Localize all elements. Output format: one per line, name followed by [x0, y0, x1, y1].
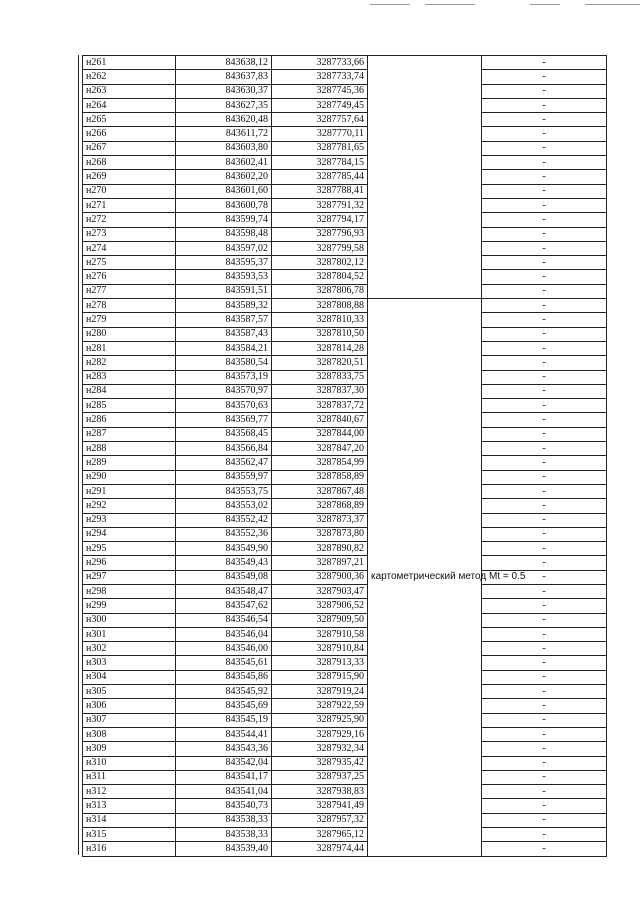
error-cell: -	[482, 170, 607, 184]
x-coordinate-cell: 843630,37	[176, 84, 272, 98]
table-row	[83, 642, 607, 656]
table-row	[83, 299, 607, 313]
point-name-cell: н304	[83, 670, 176, 684]
y-coordinate-cell: 3287840,67	[272, 413, 368, 427]
point-name-cell: н299	[83, 599, 176, 613]
y-coordinate-cell: 3287733,66	[272, 56, 368, 70]
error-cell: -	[482, 370, 607, 384]
y-coordinate-cell: 3287854,99	[272, 456, 368, 470]
table-row	[83, 570, 607, 584]
x-coordinate-cell: 843538,33	[176, 828, 272, 842]
error-cell: -	[482, 599, 607, 613]
table-row	[83, 84, 607, 98]
y-coordinate-cell: 3287868,89	[272, 499, 368, 513]
error-cell: -	[482, 770, 607, 784]
x-coordinate-cell: 843562,47	[176, 456, 272, 470]
x-coordinate-cell: 843573,19	[176, 370, 272, 384]
point-name-cell: н270	[83, 184, 176, 198]
point-name-cell: н277	[83, 284, 176, 298]
point-name-cell: н272	[83, 213, 176, 227]
error-cell: -	[482, 685, 607, 699]
table-row	[83, 813, 607, 827]
x-coordinate-cell: 843600,78	[176, 198, 272, 212]
table-row	[83, 828, 607, 842]
x-coordinate-cell: 843593,53	[176, 270, 272, 284]
error-cell: -	[482, 84, 607, 98]
y-coordinate-cell: 3287937,25	[272, 770, 368, 784]
x-coordinate-cell: 843570,63	[176, 399, 272, 413]
error-cell: -	[482, 227, 607, 241]
y-coordinate-cell: 3287897,21	[272, 556, 368, 570]
error-cell: -	[482, 799, 607, 813]
point-name-cell: н314	[83, 813, 176, 827]
error-cell: -	[482, 127, 607, 141]
point-name-cell: н264	[83, 98, 176, 112]
error-cell: -	[482, 613, 607, 627]
point-name-cell: н297	[83, 570, 176, 584]
point-name-cell: н291	[83, 484, 176, 498]
y-coordinate-cell: 3287810,33	[272, 313, 368, 327]
error-cell: -	[482, 442, 607, 456]
point-name-cell: н271	[83, 198, 176, 212]
x-coordinate-cell: 843569,77	[176, 413, 272, 427]
x-coordinate-cell: 843591,51	[176, 284, 272, 298]
error-cell: -	[482, 627, 607, 641]
error-cell: -	[482, 656, 607, 670]
point-name-cell: н316	[83, 842, 176, 856]
x-coordinate-cell: 843540,73	[176, 799, 272, 813]
error-cell: -	[482, 399, 607, 413]
error-cell: -	[482, 499, 607, 513]
error-cell: -	[482, 284, 607, 298]
y-coordinate-cell: 3287906,52	[272, 599, 368, 613]
point-name-cell: н293	[83, 513, 176, 527]
table-row	[83, 770, 607, 784]
y-coordinate-cell: 3287867,48	[272, 484, 368, 498]
x-coordinate-cell: 843599,74	[176, 213, 272, 227]
x-coordinate-cell: 843602,20	[176, 170, 272, 184]
y-coordinate-cell: 3287890,82	[272, 542, 368, 556]
table-row	[83, 156, 607, 170]
x-coordinate-cell: 843545,92	[176, 685, 272, 699]
point-name-cell: н266	[83, 127, 176, 141]
y-coordinate-cell: 3287935,42	[272, 756, 368, 770]
y-coordinate-cell: 3287900,36	[272, 570, 368, 584]
point-name-cell: н268	[83, 156, 176, 170]
point-name-cell: н311	[83, 770, 176, 784]
table-row	[83, 427, 607, 441]
table-row	[83, 527, 607, 541]
x-coordinate-cell: 843541,04	[176, 785, 272, 799]
x-coordinate-cell: 843547,62	[176, 599, 272, 613]
x-coordinate-cell: 843543,36	[176, 742, 272, 756]
y-coordinate-cell: 3287814,28	[272, 341, 368, 355]
y-coordinate-cell: 3287932,34	[272, 742, 368, 756]
error-cell: -	[482, 699, 607, 713]
table-row	[83, 327, 607, 341]
y-coordinate-cell: 3287804,52	[272, 270, 368, 284]
error-cell: -	[482, 513, 607, 527]
x-coordinate-cell: 843538,33	[176, 813, 272, 827]
table-row	[83, 685, 607, 699]
point-name-cell: н274	[83, 241, 176, 255]
error-cell: -	[482, 785, 607, 799]
y-coordinate-cell: 3287929,16	[272, 727, 368, 741]
table-row	[83, 456, 607, 470]
point-name-cell: н275	[83, 256, 176, 270]
point-name-cell: н309	[83, 742, 176, 756]
x-coordinate-cell: 843638,12	[176, 56, 272, 70]
method-cell: картометрический метод Mt = 0.5	[368, 299, 482, 857]
error-cell: -	[482, 56, 607, 70]
point-name-cell: н280	[83, 327, 176, 341]
x-coordinate-cell: 843611,72	[176, 127, 272, 141]
table-row	[83, 70, 607, 84]
y-coordinate-cell: 3287847,20	[272, 442, 368, 456]
x-coordinate-cell: 843549,08	[176, 570, 272, 584]
y-coordinate-cell: 3287837,72	[272, 399, 368, 413]
error-cell: -	[482, 156, 607, 170]
table-row	[83, 656, 607, 670]
x-coordinate-cell: 843598,48	[176, 227, 272, 241]
x-coordinate-cell: 843542,04	[176, 756, 272, 770]
error-cell: -	[482, 98, 607, 112]
point-name-cell: н267	[83, 141, 176, 155]
error-cell: -	[482, 427, 607, 441]
error-cell: -	[482, 742, 607, 756]
table-row	[83, 584, 607, 598]
x-coordinate-cell: 843559,97	[176, 470, 272, 484]
x-coordinate-cell: 843546,00	[176, 642, 272, 656]
table-row	[83, 842, 607, 856]
x-coordinate-cell: 843568,45	[176, 427, 272, 441]
point-name-cell: н308	[83, 727, 176, 741]
point-name-cell: н286	[83, 413, 176, 427]
x-coordinate-cell: 843541,17	[176, 770, 272, 784]
error-cell: -	[482, 570, 607, 584]
y-coordinate-cell: 3287925,90	[272, 713, 368, 727]
y-coordinate-cell: 3287910,84	[272, 642, 368, 656]
table-row	[83, 184, 607, 198]
table-row	[83, 384, 607, 398]
point-name-cell: н262	[83, 70, 176, 84]
table-row	[83, 470, 607, 484]
table-row	[83, 542, 607, 556]
method-cell-empty	[368, 56, 482, 299]
y-coordinate-cell: 3287794,17	[272, 213, 368, 227]
point-name-cell: н303	[83, 656, 176, 670]
x-coordinate-cell: 843546,54	[176, 613, 272, 627]
table-row	[83, 241, 607, 255]
table-row	[83, 284, 607, 298]
table-row	[83, 613, 607, 627]
table-row	[83, 699, 607, 713]
error-cell: -	[482, 299, 607, 313]
table-row	[83, 756, 607, 770]
error-cell: -	[482, 542, 607, 556]
point-name-cell: н285	[83, 399, 176, 413]
x-coordinate-cell: 843545,86	[176, 670, 272, 684]
x-coordinate-cell: 843602,41	[176, 156, 272, 170]
point-name-cell: н315	[83, 828, 176, 842]
error-cell: -	[482, 113, 607, 127]
error-cell: -	[482, 341, 607, 355]
table-row	[83, 113, 607, 127]
y-coordinate-cell: 3287873,37	[272, 513, 368, 527]
margin-rule	[78, 55, 79, 855]
error-cell: -	[482, 727, 607, 741]
y-coordinate-cell: 3287796,93	[272, 227, 368, 241]
y-coordinate-cell: 3287785,44	[272, 170, 368, 184]
x-coordinate-cell: 843601,60	[176, 184, 272, 198]
point-name-cell: н263	[83, 84, 176, 98]
error-cell: -	[482, 642, 607, 656]
table-row	[83, 556, 607, 570]
table-row	[83, 399, 607, 413]
table-row	[83, 499, 607, 513]
x-coordinate-cell: 843552,42	[176, 513, 272, 527]
table-row	[83, 442, 607, 456]
error-cell: -	[482, 527, 607, 541]
y-coordinate-cell: 3287919,24	[272, 685, 368, 699]
point-name-cell: н294	[83, 527, 176, 541]
point-name-cell: н312	[83, 785, 176, 799]
table-row	[83, 98, 607, 112]
y-coordinate-cell: 3287791,32	[272, 198, 368, 212]
x-coordinate-cell: 843587,57	[176, 313, 272, 327]
y-coordinate-cell: 3287903,47	[272, 584, 368, 598]
point-name-cell: н281	[83, 341, 176, 355]
error-cell: -	[482, 356, 607, 370]
x-coordinate-cell: 843548,47	[176, 584, 272, 598]
x-coordinate-cell: 843553,75	[176, 484, 272, 498]
x-coordinate-cell: 843539,40	[176, 842, 272, 856]
x-coordinate-cell: 843589,32	[176, 299, 272, 313]
x-coordinate-cell: 843627,35	[176, 98, 272, 112]
table-row	[83, 627, 607, 641]
table-row	[83, 670, 607, 684]
table-row	[83, 56, 607, 70]
y-coordinate-cell: 3287784,15	[272, 156, 368, 170]
error-cell: -	[482, 556, 607, 570]
point-name-cell: н298	[83, 584, 176, 598]
table-row	[83, 356, 607, 370]
table-row	[83, 170, 607, 184]
x-coordinate-cell: 843545,61	[176, 656, 272, 670]
error-cell: -	[482, 184, 607, 198]
x-coordinate-cell: 843597,02	[176, 241, 272, 255]
x-coordinate-cell: 843549,43	[176, 556, 272, 570]
table-row	[83, 256, 607, 270]
table-row	[83, 227, 607, 241]
x-coordinate-cell: 843637,83	[176, 70, 272, 84]
point-name-cell: н305	[83, 685, 176, 699]
y-coordinate-cell: 3287844,00	[272, 427, 368, 441]
point-name-cell: н313	[83, 799, 176, 813]
error-cell: -	[482, 456, 607, 470]
x-coordinate-cell: 843545,69	[176, 699, 272, 713]
x-coordinate-cell: 843546,04	[176, 627, 272, 641]
y-coordinate-cell: 3287873,80	[272, 527, 368, 541]
error-cell: -	[482, 813, 607, 827]
x-coordinate-cell: 843544,41	[176, 727, 272, 741]
x-coordinate-cell: 843587,43	[176, 327, 272, 341]
point-name-cell: н284	[83, 384, 176, 398]
y-coordinate-cell: 3287749,45	[272, 98, 368, 112]
y-coordinate-cell: 3287938,83	[272, 785, 368, 799]
table-row	[83, 713, 607, 727]
error-cell: -	[482, 384, 607, 398]
coordinates-table	[82, 55, 607, 857]
point-name-cell: н289	[83, 456, 176, 470]
y-coordinate-cell: 3287974,44	[272, 842, 368, 856]
point-name-cell: н300	[83, 613, 176, 627]
x-coordinate-cell: 843603,80	[176, 141, 272, 155]
x-coordinate-cell: 843545,19	[176, 713, 272, 727]
point-name-cell: н276	[83, 270, 176, 284]
table-row	[83, 799, 607, 813]
point-name-cell: н282	[83, 356, 176, 370]
point-name-cell: н261	[83, 56, 176, 70]
y-coordinate-cell: 3287820,51	[272, 356, 368, 370]
point-name-cell: н310	[83, 756, 176, 770]
y-coordinate-cell: 3287802,12	[272, 256, 368, 270]
y-coordinate-cell: 3287833,75	[272, 370, 368, 384]
x-coordinate-cell: 843580,54	[176, 356, 272, 370]
table-row	[83, 742, 607, 756]
point-name-cell: н307	[83, 713, 176, 727]
y-coordinate-cell: 3287788,41	[272, 184, 368, 198]
y-coordinate-cell: 3287799,58	[272, 241, 368, 255]
y-coordinate-cell: 3287781,65	[272, 141, 368, 155]
error-cell: -	[482, 141, 607, 155]
point-name-cell: н301	[83, 627, 176, 641]
y-coordinate-cell: 3287915,90	[272, 670, 368, 684]
point-name-cell: н290	[83, 470, 176, 484]
y-coordinate-cell: 3287941,49	[272, 799, 368, 813]
table-row	[83, 599, 607, 613]
y-coordinate-cell: 3287858,89	[272, 470, 368, 484]
table-row	[83, 413, 607, 427]
coordinates-table-body	[83, 56, 607, 857]
error-cell: -	[482, 70, 607, 84]
point-name-cell: н278	[83, 299, 176, 313]
table-row	[83, 727, 607, 741]
table-row	[83, 313, 607, 327]
y-coordinate-cell: 3287745,36	[272, 84, 368, 98]
table-row	[83, 484, 607, 498]
scan-header-marks	[370, 2, 640, 8]
error-cell: -	[482, 241, 607, 255]
error-cell: -	[482, 198, 607, 212]
error-cell: -	[482, 670, 607, 684]
point-name-cell: н273	[83, 227, 176, 241]
table-row	[83, 341, 607, 355]
error-cell: -	[482, 484, 607, 498]
y-coordinate-cell: 3287957,32	[272, 813, 368, 827]
x-coordinate-cell: 843549,90	[176, 542, 272, 556]
point-name-cell: н283	[83, 370, 176, 384]
y-coordinate-cell: 3287913,33	[272, 656, 368, 670]
point-name-cell: н306	[83, 699, 176, 713]
x-coordinate-cell: 843620,48	[176, 113, 272, 127]
point-name-cell: н287	[83, 427, 176, 441]
y-coordinate-cell: 3287837,30	[272, 384, 368, 398]
error-cell: -	[482, 756, 607, 770]
y-coordinate-cell: 3287806,78	[272, 284, 368, 298]
point-name-cell: н265	[83, 113, 176, 127]
x-coordinate-cell: 843570,97	[176, 384, 272, 398]
point-name-cell: н302	[83, 642, 176, 656]
error-cell: -	[482, 256, 607, 270]
y-coordinate-cell: 3287922,59	[272, 699, 368, 713]
error-cell: -	[482, 313, 607, 327]
error-cell: -	[482, 270, 607, 284]
point-name-cell: н292	[83, 499, 176, 513]
y-coordinate-cell: 3287965,12	[272, 828, 368, 842]
table-row	[83, 270, 607, 284]
error-cell: -	[482, 327, 607, 341]
error-cell: -	[482, 413, 607, 427]
point-name-cell: н296	[83, 556, 176, 570]
x-coordinate-cell: 843552,36	[176, 527, 272, 541]
y-coordinate-cell: 3287733,74	[272, 70, 368, 84]
point-name-cell: н288	[83, 442, 176, 456]
error-cell: -	[482, 713, 607, 727]
y-coordinate-cell: 3287808,88	[272, 299, 368, 313]
error-cell: -	[482, 584, 607, 598]
table-row	[83, 198, 607, 212]
table-row	[83, 513, 607, 527]
point-name-cell: н295	[83, 542, 176, 556]
y-coordinate-cell: 3287909,50	[272, 613, 368, 627]
y-coordinate-cell: 3287770,11	[272, 127, 368, 141]
error-cell: -	[482, 213, 607, 227]
x-coordinate-cell: 843584,21	[176, 341, 272, 355]
y-coordinate-cell: 3287910,58	[272, 627, 368, 641]
x-coordinate-cell: 843553,02	[176, 499, 272, 513]
point-name-cell: н269	[83, 170, 176, 184]
error-cell: -	[482, 470, 607, 484]
error-cell: -	[482, 842, 607, 856]
x-coordinate-cell: 843566,84	[176, 442, 272, 456]
table-row	[83, 127, 607, 141]
x-coordinate-cell: 843595,37	[176, 256, 272, 270]
error-cell: -	[482, 828, 607, 842]
table-row	[83, 141, 607, 155]
y-coordinate-cell: 3287810,50	[272, 327, 368, 341]
table-row	[83, 213, 607, 227]
table-row	[83, 785, 607, 799]
table-row	[83, 370, 607, 384]
point-name-cell: н279	[83, 313, 176, 327]
y-coordinate-cell: 3287757,64	[272, 113, 368, 127]
